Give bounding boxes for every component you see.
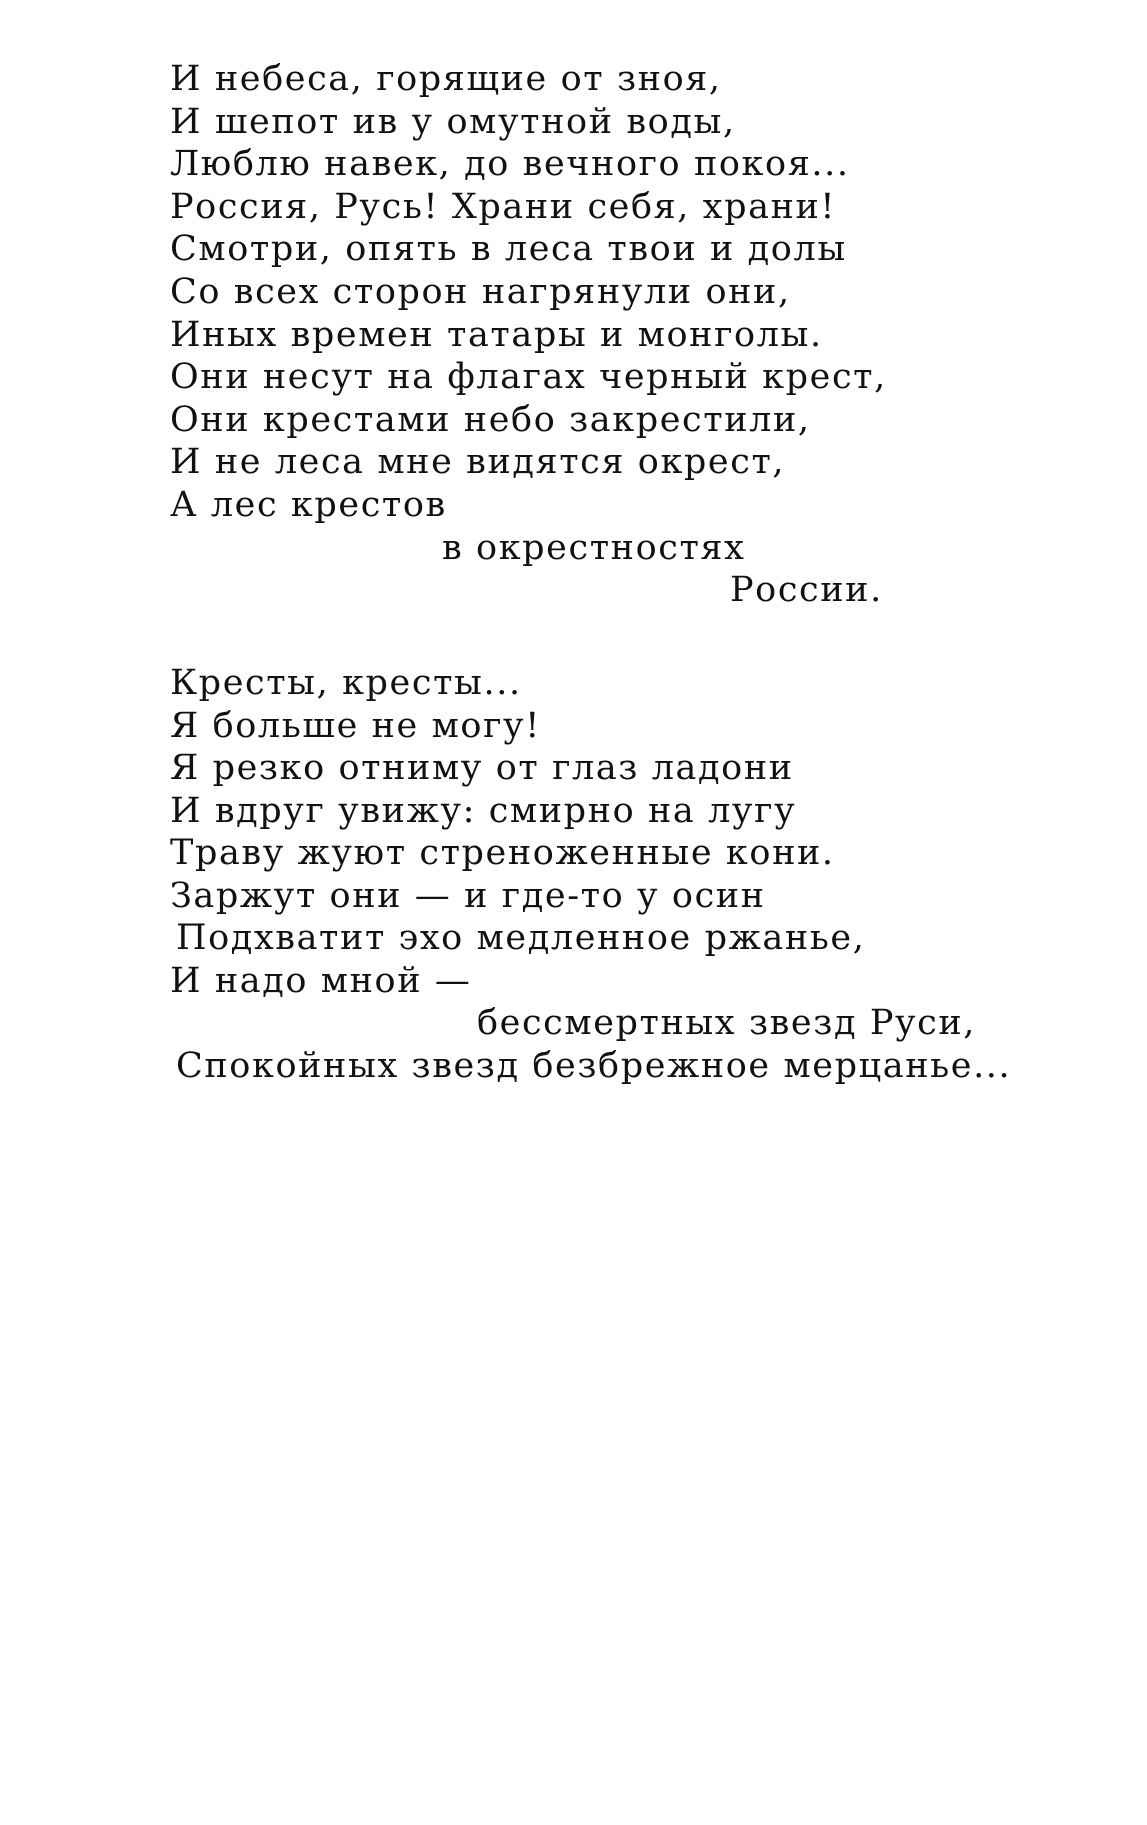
poem-line: Со всех сторон нагрянули они,: [170, 271, 791, 312]
poem-line: Смотри, опять в леса твои и долы: [170, 229, 847, 270]
poem-line-indented: бессмертных звезд Руси,: [477, 1003, 977, 1043]
poem-line-indented: России.: [730, 570, 883, 611]
poem-line: И не леса мне видятся окрест,: [170, 442, 786, 483]
poem-line: И шепот ив у омутной воды,: [170, 101, 736, 142]
poem-line: Они крестами небо закрестили,: [170, 399, 811, 440]
poem-line: Я больше не могу!: [170, 705, 541, 746]
poem-line: Россия, Русь! Храни себя, храни!: [170, 186, 837, 227]
poem-line: Иных времен татары и монголы.: [170, 314, 823, 355]
poem-line: А лес крестов: [170, 484, 447, 525]
poem-line: И вдруг увижу: смирно на лугу: [170, 790, 797, 831]
poem-line: Траву жуют стреноженные кони.: [170, 833, 835, 873]
poem-stanza-1: [170, 58, 1050, 612]
poem-line: И надо мной —: [170, 960, 472, 1001]
poem-line: Люблю навек, до вечного покоя...: [170, 144, 850, 185]
poem-line: Я резко отниму от глаз ладони: [170, 748, 794, 788]
poem-stanza-2: [170, 662, 1050, 1087]
poem-line: Они несут на флагах черный крест,: [170, 357, 887, 398]
poem-line: Спокойных звезд безбрежное мерцанье...: [176, 1045, 1012, 1086]
poem-line: Кресты, кресты...: [170, 663, 522, 703]
poem-line: И небеса, горящие от зноя,: [170, 59, 722, 99]
poem-line-indented: в окрестностях: [442, 527, 746, 568]
poem-line: Подхватит эхо медленное ржанье,: [176, 918, 866, 958]
poem-line: Заржут они — и где-то у осин: [170, 875, 766, 916]
